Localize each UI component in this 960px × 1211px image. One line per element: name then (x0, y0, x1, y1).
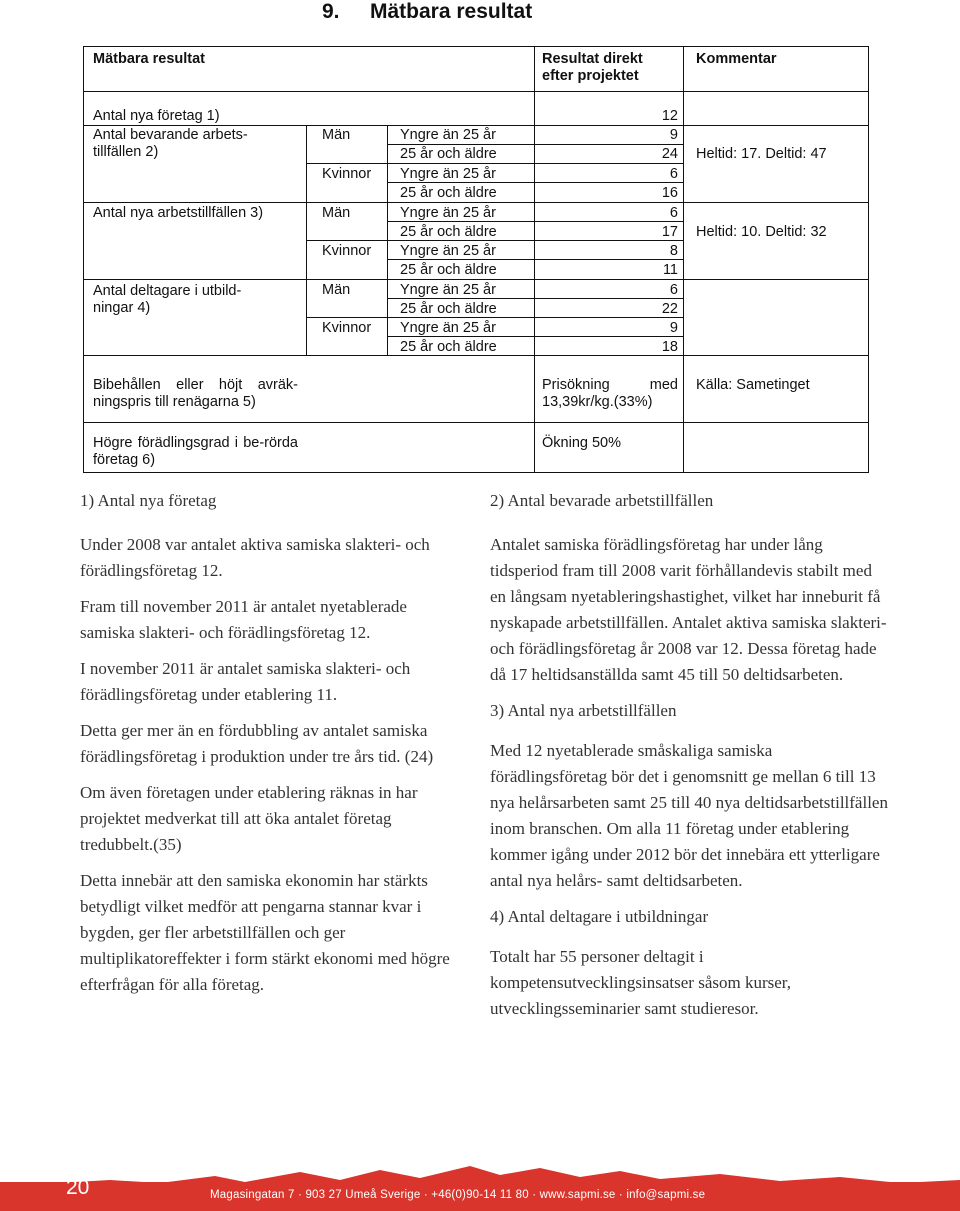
value-cell: 18 (661, 339, 678, 355)
value-new-companies: 12 (661, 108, 678, 124)
results-table (83, 46, 869, 473)
age-old: 25 år och äldre (400, 224, 497, 240)
label-kept-jobs: Antal bevarande arbets-tillfällen 2) (93, 127, 248, 160)
paragraph: Fram till november 2011 är antalet nyetablerade samiska slakteri- och förädlingsföretag 12. (80, 597, 407, 642)
result-price: Prisökning med 13,39kr/kg.(33%) (542, 377, 678, 410)
age-old: 25 år och äldre (400, 262, 497, 278)
paragraph: I november 2011 är antalet samiska slakteri- och förädlingsföretag under etablering 11. (80, 659, 411, 704)
value-cell: 24 (661, 146, 678, 162)
table-hline (84, 125, 868, 126)
age-young: Yngre än 25 år (400, 166, 496, 182)
table-hline (306, 163, 684, 164)
label-processing: Högre förädlingsgrad i be-rörda företag 6) (93, 435, 298, 468)
value-cell: 16 (661, 185, 678, 201)
comment-new-jobs: Heltid: 10. Deltid: 32 (696, 224, 827, 240)
page-number: 20 (66, 1176, 90, 1199)
section-title: Mätbara resultat (370, 0, 533, 23)
sex-men: Män (322, 205, 351, 221)
age-old: 25 år och äldre (400, 339, 497, 355)
value-cell: 6 (669, 166, 678, 182)
sex-men: Män (322, 282, 351, 298)
header-comment: Kommentar (696, 51, 777, 67)
age-young: Yngre än 25 år (400, 205, 496, 221)
age-old: 25 år och äldre (400, 301, 497, 317)
paragraph: Om även företagen under etablering räknas in har projektet medverkat till att öka antalet företag tredubbelt.(35) (80, 783, 418, 854)
result-processing: Ökning 50% (542, 435, 621, 451)
value-cell: 17 (661, 224, 678, 240)
value-cell: 6 (669, 205, 678, 221)
paragraph: Detta ger mer än en fördubbling av antalet samiska förädlingsföretag i produktion under tre års tid. (24) (80, 721, 434, 766)
footer-address: Magasingatan 7 · 903 27 Umeå Sverige · +46(0)90-14 11 80 · www.sapmi.se · info@sapmi.se (210, 1189, 706, 1201)
age-old: 25 år och äldre (400, 185, 497, 201)
sex-women: Kvinnor (322, 320, 372, 336)
label-participants: Antal deltagare i utbild-ningar 4) (93, 283, 242, 316)
header-result: Resultat direkt efter projektet (542, 51, 643, 84)
paragraph: Totalt har 55 personer deltagit i kompetensutvecklingsinsatser såsom kurser, utvecklingsseminarier samt studieresor. (490, 947, 792, 1018)
comment-kept-jobs: Heltid: 17. Deltid: 47 (696, 146, 827, 162)
left-column (80, 488, 462, 998)
label-price: Bibehållen eller höjt avräk-ningspris till renägarna 5) (93, 377, 298, 410)
label-new-companies: Antal nya företag 1) (93, 108, 220, 124)
value-cell: 9 (669, 320, 678, 336)
value-cell: 6 (669, 282, 678, 298)
age-young: Yngre än 25 år (400, 127, 496, 143)
table-hline (84, 202, 868, 203)
paragraph: Under 2008 var antalet aktiva samiska slakteri- och förädlingsföretag 12. (80, 535, 430, 580)
header-divider (84, 91, 868, 92)
age-young: Yngre än 25 år (400, 282, 496, 298)
sex-women: Kvinnor (322, 166, 372, 182)
sex-men: Män (322, 127, 351, 143)
age-young: Yngre än 25 år (400, 243, 496, 259)
value-cell: 8 (669, 243, 678, 259)
table-hline (387, 144, 684, 145)
value-cell: 22 (661, 301, 678, 317)
right-column (490, 488, 890, 1022)
paragraph: Detta innebär att den samiska ekonomin har stärkts betydligt vilket medför att pengarna stannar kvar i bygden, ger fler arbetstillfällen och ger multiplikatoreffekter i form stärkt ekonomi med högre efterfrågan för alla företag. (80, 871, 450, 994)
age-old: 25 år och äldre (400, 146, 497, 162)
heading-kept-jobs: 2) Antal bevarade arbetstillfällen (490, 491, 714, 510)
value-cell: 11 (662, 262, 678, 278)
header-measurable: Mätbara resultat (93, 51, 206, 67)
heading-new-companies: 1) Antal nya företag (80, 491, 217, 510)
paragraph: Antalet samiska förädlingsföretag har under lång tidsperiod fram till 2008 varit förhållandevis stabilt med en långsam nyetableringshastighet, vilket har inneburit få nyskapade arbetstillfällen. Antalet aktiva samiska slakteri- och förädlingsföretag år 2008 var 12. Dessa företag hade då 17 heltidsanställda samt 45 till 50 deltidsarbeten. (490, 535, 887, 684)
page-title (322, 0, 532, 24)
sex-women: Kvinnor (322, 243, 372, 259)
heading-participants: 4) Antal deltagare i utbildningar (490, 907, 709, 926)
value-cell: 9 (669, 127, 678, 143)
heading-new-jobs: 3) Antal nya arbetstillfällen (490, 701, 677, 720)
age-young: Yngre än 25 år (400, 320, 496, 336)
paragraph: Med 12 nyetablerade småskaliga samiska förädlingsföretag bör det i genomsnitt ge mellan 6 till 13 nya helårsarbeten samt 25 till 40 nya deltidsarbetstillfällen inom branschen. Om alla 11 företag under etablering kommer igång under 2012 bör det innebära ett ytterligare antal nya helårs- samt deltidsarbeten. (490, 741, 888, 890)
section-number: 9. (322, 0, 340, 23)
table-hline (84, 422, 868, 423)
comment-source: Källa: Sametinget (696, 377, 810, 393)
table-hline (84, 279, 868, 280)
label-new-jobs: Antal nya arbetstillfällen 3) (93, 205, 264, 221)
